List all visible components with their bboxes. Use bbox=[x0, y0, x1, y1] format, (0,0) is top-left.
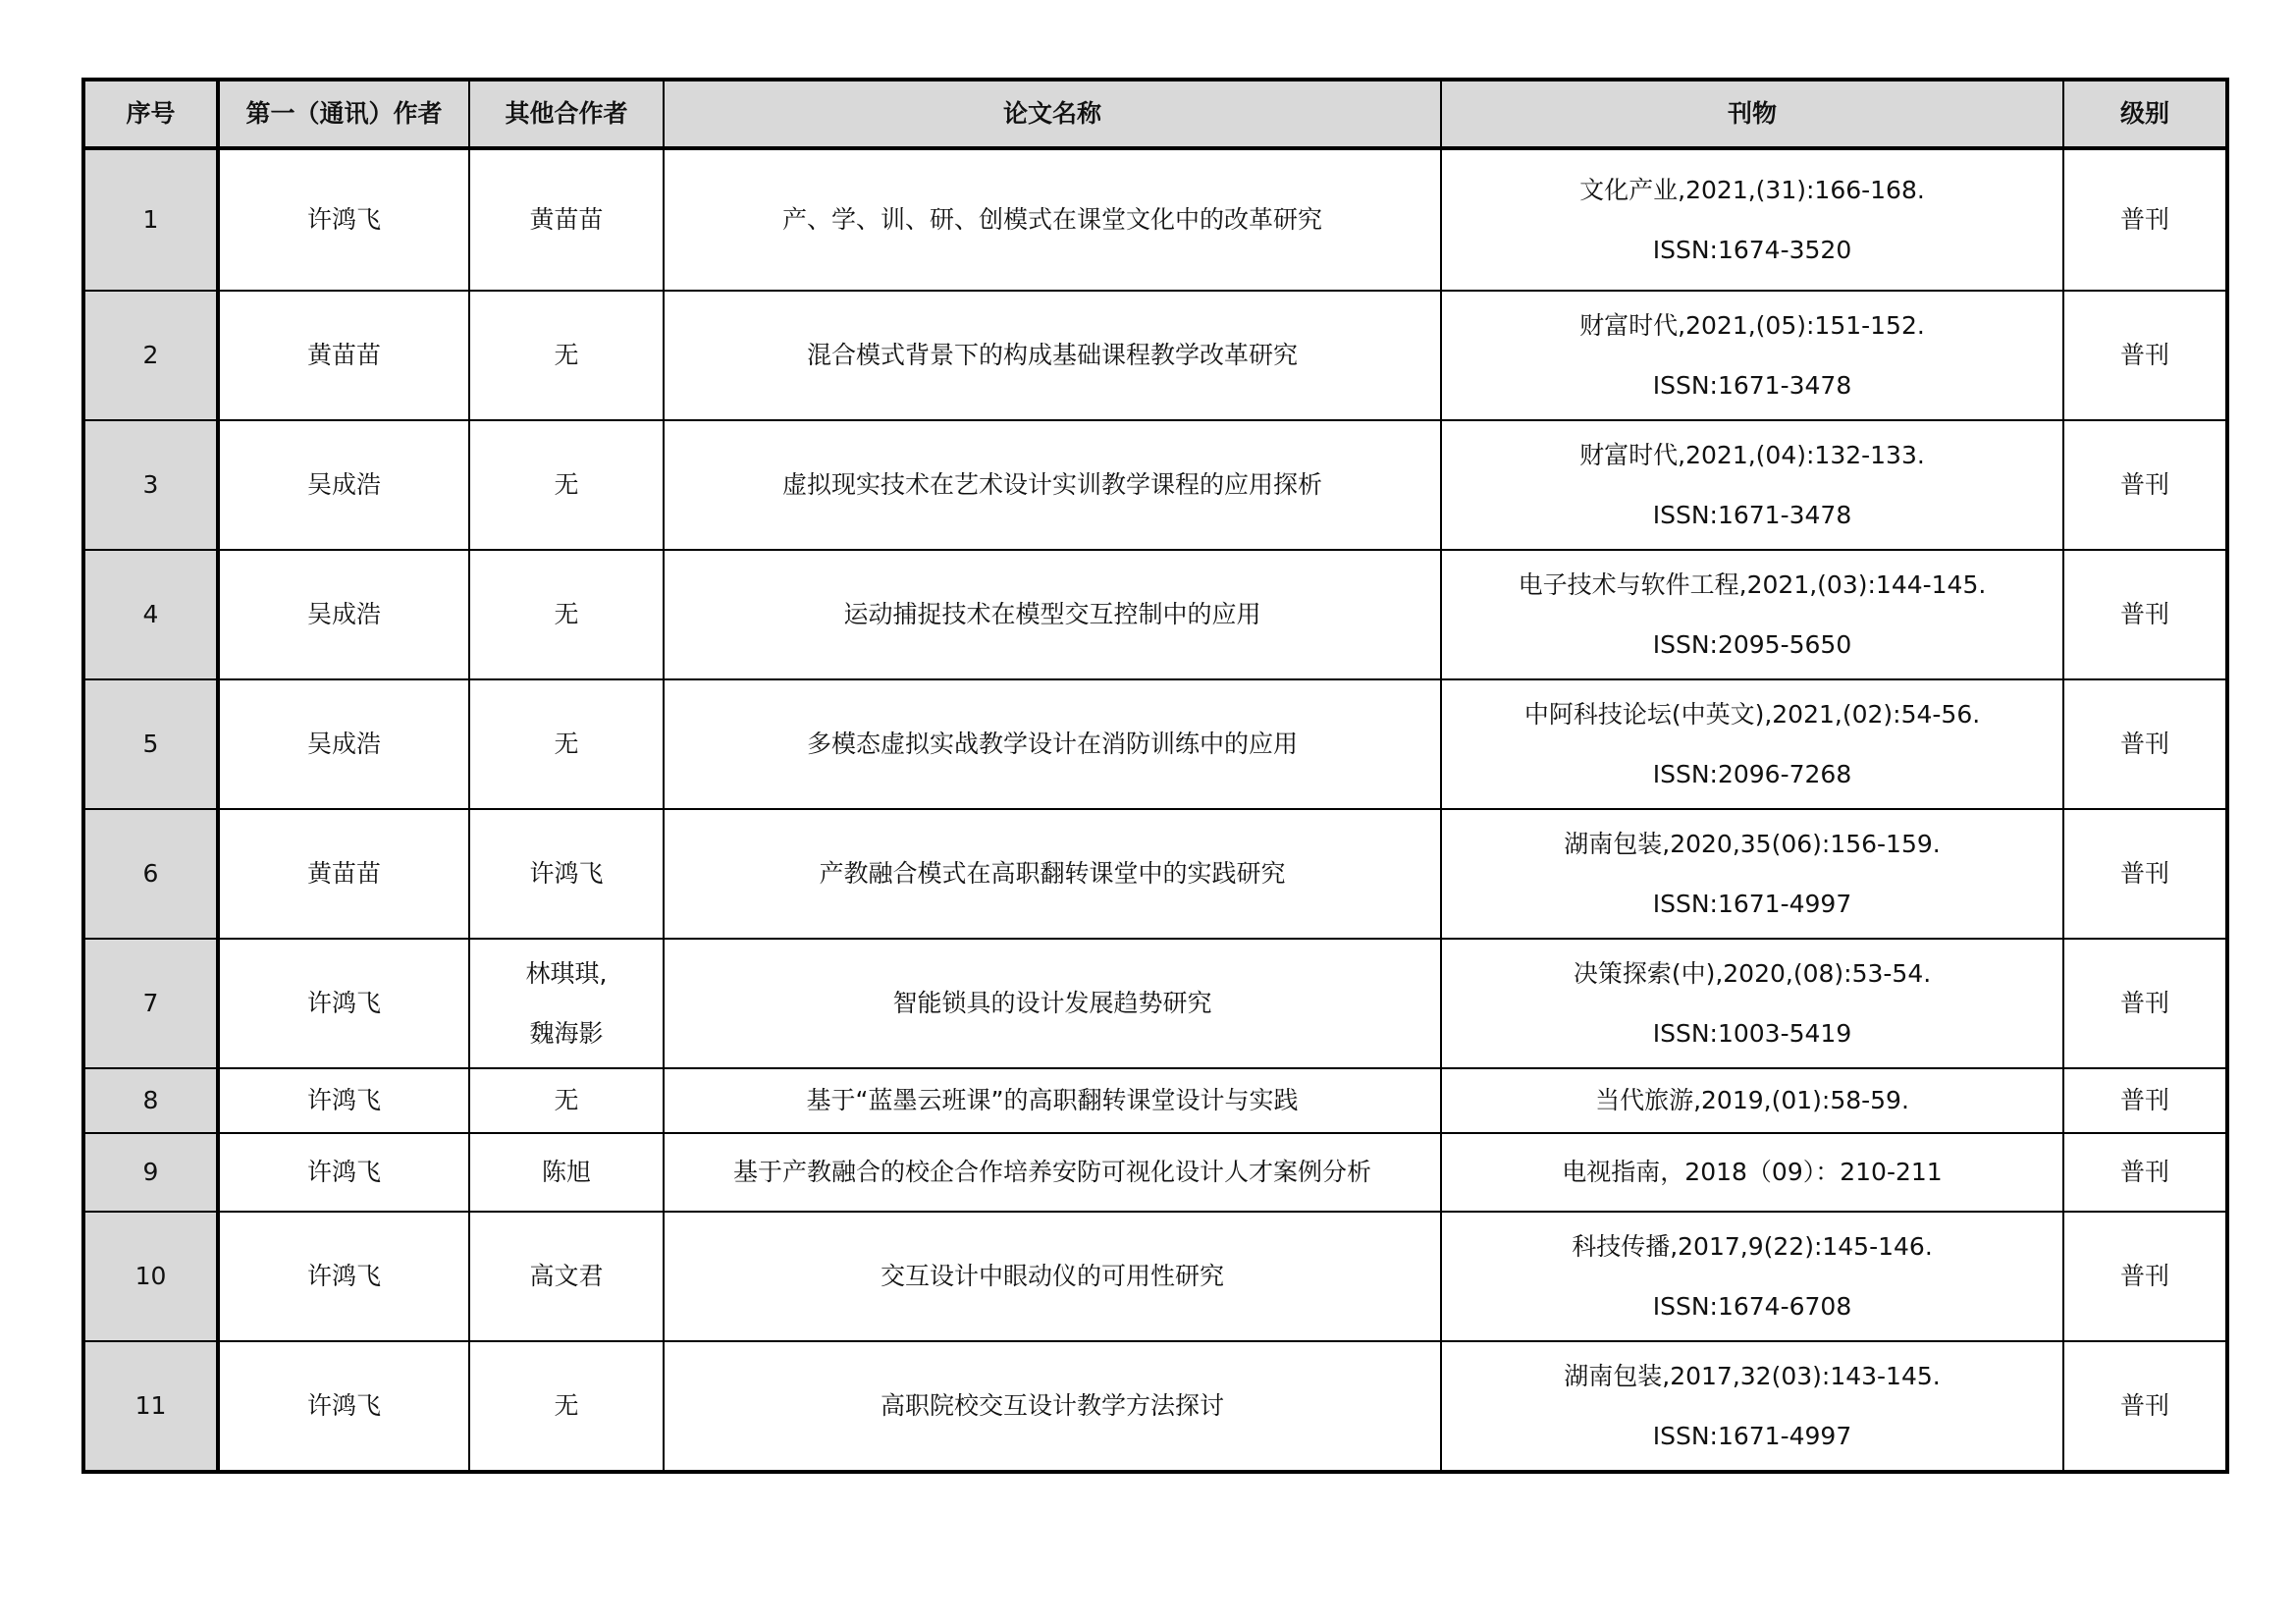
table-row bbox=[83, 148, 2227, 291]
header-level: 级别 bbox=[2063, 80, 2227, 148]
paper-title: 产、学、训、研、创模式在课堂文化中的改革研究 bbox=[664, 148, 1441, 291]
level: 普刊 bbox=[2063, 291, 2227, 420]
journal bbox=[1441, 550, 2063, 679]
paper-title: 智能锁具的设计发展趋势研究 bbox=[664, 939, 1441, 1068]
co-author-line: 无 bbox=[554, 341, 579, 370]
header-journal: 刊物 bbox=[1441, 80, 2063, 148]
row-index: 7 bbox=[83, 939, 218, 1068]
journal bbox=[1441, 1212, 2063, 1341]
papers-table bbox=[81, 78, 2229, 1474]
co-authors bbox=[469, 550, 664, 679]
paper-title: 运动捕捉技术在模型交互控制中的应用 bbox=[664, 550, 1441, 679]
table-body bbox=[83, 148, 2227, 1472]
first-author: 许鸿飞 bbox=[218, 148, 469, 291]
first-author: 吴成浩 bbox=[218, 420, 469, 550]
co-author-line: 陈旭 bbox=[541, 1158, 591, 1187]
co-authors bbox=[469, 939, 664, 1068]
journal bbox=[1441, 1068, 2063, 1133]
table-row bbox=[83, 550, 2227, 679]
co-authors bbox=[469, 291, 664, 420]
co-author-line: 无 bbox=[554, 1391, 579, 1421]
co-author-line: 无 bbox=[554, 1086, 579, 1115]
first-author: 吴成浩 bbox=[218, 550, 469, 679]
row-index: 2 bbox=[83, 291, 218, 420]
header-first-author: 第一（通讯）作者 bbox=[218, 80, 469, 148]
table-row bbox=[83, 1341, 2227, 1472]
level: 普刊 bbox=[2063, 420, 2227, 550]
paper-title: 基于“蓝墨云班课”的高职翻转课堂设计与实践 bbox=[664, 1068, 1441, 1133]
journal-line: 财富时代,2021,(04):132-133. bbox=[1579, 440, 1925, 469]
level: 普刊 bbox=[2063, 1212, 2227, 1341]
row-index: 5 bbox=[83, 679, 218, 809]
first-author: 许鸿飞 bbox=[218, 1341, 469, 1472]
first-author: 吴成浩 bbox=[218, 679, 469, 809]
journal-line: ISSN:1674-3520 bbox=[1652, 236, 1852, 264]
co-author-line: 无 bbox=[554, 470, 579, 500]
level: 普刊 bbox=[2063, 1133, 2227, 1212]
journal-line: 中阿科技论坛(中英文),2021,(02):54-56. bbox=[1523, 699, 1981, 729]
journal-line: ISSN:1003-5419 bbox=[1652, 1019, 1852, 1048]
co-author-line: 林琪琪, bbox=[525, 958, 608, 988]
journal-line: 文化产业,2021,(31):166-168. bbox=[1579, 175, 1925, 204]
co-authors bbox=[469, 1068, 664, 1133]
row-index: 9 bbox=[83, 1133, 218, 1212]
level: 普刊 bbox=[2063, 1068, 2227, 1133]
journal-line: 电视指南，2018（09）：210-211 bbox=[1562, 1158, 1943, 1187]
level: 普刊 bbox=[2063, 550, 2227, 679]
table-row bbox=[83, 809, 2227, 939]
table-row bbox=[83, 291, 2227, 420]
level: 普刊 bbox=[2063, 148, 2227, 291]
first-author: 许鸿飞 bbox=[218, 1068, 469, 1133]
journal-line: 湖南包装,2017,32(03):143-145. bbox=[1564, 1361, 1941, 1390]
first-author: 许鸿飞 bbox=[218, 939, 469, 1068]
co-author-line: 无 bbox=[554, 600, 579, 629]
co-authors bbox=[469, 1212, 664, 1341]
co-authors bbox=[469, 679, 664, 809]
journal bbox=[1441, 1133, 2063, 1212]
paper-title: 虚拟现实技术在艺术设计实训教学课程的应用探析 bbox=[664, 420, 1441, 550]
journal bbox=[1441, 148, 2063, 291]
journal-line: ISSN:2095-5650 bbox=[1652, 630, 1852, 659]
first-author: 黄苗苗 bbox=[218, 291, 469, 420]
journal-line: ISSN:1671-4997 bbox=[1652, 890, 1852, 918]
table-row bbox=[83, 1212, 2227, 1341]
paper-title: 高职院校交互设计教学方法探讨 bbox=[664, 1341, 1441, 1472]
paper-title: 产教融合模式在高职翻转课堂中的实践研究 bbox=[664, 809, 1441, 939]
row-index: 8 bbox=[83, 1068, 218, 1133]
row-index: 6 bbox=[83, 809, 218, 939]
journal bbox=[1441, 679, 2063, 809]
journal-line: ISSN:2096-7268 bbox=[1652, 760, 1852, 788]
co-authors bbox=[469, 1341, 664, 1472]
journal bbox=[1441, 291, 2063, 420]
row-index: 3 bbox=[83, 420, 218, 550]
header-index: 序号 bbox=[83, 80, 218, 148]
journal bbox=[1441, 420, 2063, 550]
journal-line: ISSN:1674-6708 bbox=[1652, 1292, 1852, 1321]
journal-line: 财富时代,2021,(05):151-152. bbox=[1579, 310, 1925, 340]
paper-title: 多模态虚拟实战教学设计在消防训练中的应用 bbox=[664, 679, 1441, 809]
level: 普刊 bbox=[2063, 679, 2227, 809]
level: 普刊 bbox=[2063, 939, 2227, 1068]
header-title: 论文名称 bbox=[664, 80, 1441, 148]
level: 普刊 bbox=[2063, 1341, 2227, 1472]
header-co-authors: 其他合作者 bbox=[469, 80, 664, 148]
journal-line: ISSN:1671-3478 bbox=[1652, 501, 1852, 529]
first-author: 许鸿飞 bbox=[218, 1133, 469, 1212]
journal-line: 科技传播,2017,9(22):145-146. bbox=[1572, 1231, 1933, 1261]
first-author: 许鸿飞 bbox=[218, 1212, 469, 1341]
co-author-line: 许鸿飞 bbox=[529, 859, 604, 889]
co-author-line: 无 bbox=[554, 730, 579, 759]
header-row bbox=[83, 80, 2227, 148]
co-authors bbox=[469, 148, 664, 291]
row-index: 1 bbox=[83, 148, 218, 291]
co-authors bbox=[469, 809, 664, 939]
co-author-line: 黄苗苗 bbox=[529, 205, 604, 235]
journal-line: 湖南包装,2020,35(06):156-159. bbox=[1564, 829, 1941, 858]
journal bbox=[1441, 939, 2063, 1068]
table-row bbox=[83, 1133, 2227, 1212]
co-author-line: 魏海影 bbox=[529, 1019, 604, 1048]
table-row bbox=[83, 420, 2227, 550]
first-author: 黄苗苗 bbox=[218, 809, 469, 939]
paper-title: 基于产教融合的校企合作培养安防可视化设计人才案例分析 bbox=[664, 1133, 1441, 1212]
journal-line: ISSN:1671-3478 bbox=[1652, 371, 1852, 400]
level: 普刊 bbox=[2063, 809, 2227, 939]
journal bbox=[1441, 809, 2063, 939]
co-authors bbox=[469, 420, 664, 550]
co-author-line: 高文君 bbox=[529, 1262, 604, 1291]
journal-line: 电子技术与软件工程,2021,(03):144-145. bbox=[1518, 569, 1987, 599]
journal-line: ISSN:1671-4997 bbox=[1652, 1422, 1852, 1450]
row-index: 4 bbox=[83, 550, 218, 679]
journal bbox=[1441, 1341, 2063, 1472]
table-row bbox=[83, 939, 2227, 1068]
table-row bbox=[83, 679, 2227, 809]
table-row bbox=[83, 1068, 2227, 1133]
co-authors bbox=[469, 1133, 664, 1212]
row-index: 11 bbox=[83, 1341, 218, 1472]
journal-line: 当代旅游,2019,(01):58-59. bbox=[1595, 1086, 1909, 1115]
row-index: 10 bbox=[83, 1212, 218, 1341]
paper-title: 混合模式背景下的构成基础课程教学改革研究 bbox=[664, 291, 1441, 420]
journal-line: 决策探索(中),2020,(08):53-54. bbox=[1573, 958, 1932, 988]
paper-title: 交互设计中眼动仪的可用性研究 bbox=[664, 1212, 1441, 1341]
